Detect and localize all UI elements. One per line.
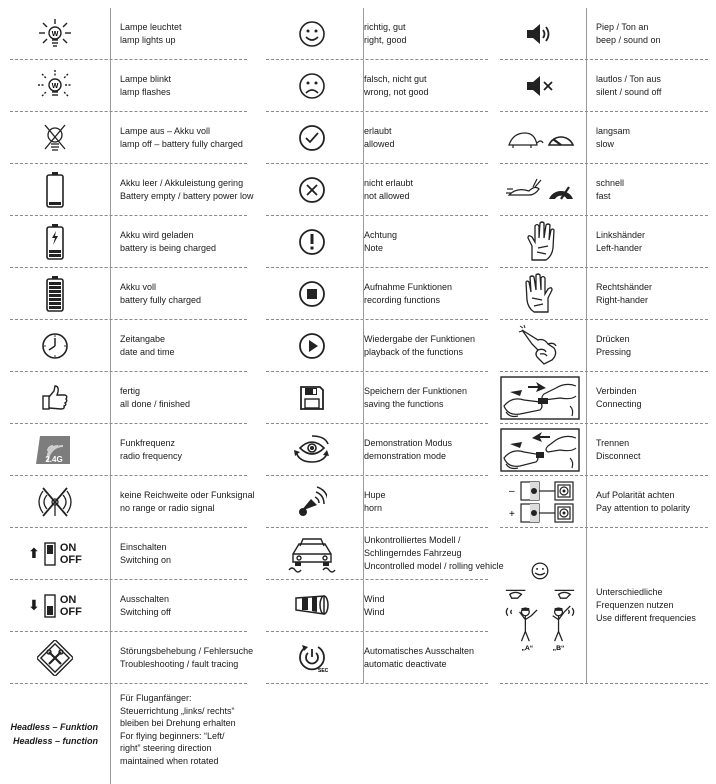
battery-empty-icon — [10, 164, 100, 215]
wind-de: Wind — [364, 593, 385, 604]
sound-on-en: beep / sound on — [596, 34, 661, 45]
legend-row-wind — [266, 580, 488, 632]
lamp-off-en: lamp off – battery fully charged — [120, 138, 243, 149]
switch-on-de: Einschalten — [120, 541, 167, 552]
frequencies-line: Frequenzen nutzen — [596, 600, 674, 610]
auto-off-icon — [266, 632, 358, 683]
arrow-up-icon: ⬆ — [28, 545, 40, 561]
connecting-de: Verbinden — [596, 385, 637, 396]
slow-en: slow — [596, 138, 615, 149]
legend-row-playback — [266, 320, 488, 372]
horn-icon — [266, 476, 358, 527]
legend-row-lamp-flashes — [10, 60, 247, 112]
lamp-flashes-de: Lampe blinkt — [120, 73, 172, 84]
radio-frequency-en: radio frequency — [120, 450, 183, 461]
switch-on-en: Switching on — [120, 554, 172, 565]
right-hand-icon — [500, 268, 580, 319]
right-good-de: richtig, gut — [364, 21, 406, 32]
radio-frequency-badge: 2.4G — [45, 454, 63, 464]
recording-de: Aufnahme Funktionen — [364, 281, 453, 292]
polarity-icon — [500, 476, 580, 527]
headless-label-de: Headless – Funktion — [10, 722, 98, 732]
lamp-off-icon — [10, 112, 100, 163]
arrow-down-icon: ⬇ — [28, 597, 40, 613]
clock-icon — [10, 320, 100, 371]
legend-row-fast — [500, 164, 708, 216]
column-1 — [10, 8, 255, 784]
legend-row-sound-on — [500, 8, 708, 60]
no-signal-icon — [10, 476, 100, 527]
legend-row-lamp-off — [10, 112, 247, 164]
disconnect-icon — [500, 424, 580, 475]
allowed-en: allowed — [364, 138, 395, 149]
legend-row-switch-off — [10, 580, 247, 632]
no-signal-de: keine Reichweite oder Funksignal — [120, 489, 255, 500]
sound-off-de: lautlos / Ton aus — [596, 73, 661, 84]
legend-row-frequencies — [500, 528, 708, 684]
not-allowed-en: not allowed — [364, 190, 410, 201]
not-allowed-de: nicht erlaubt — [364, 177, 414, 188]
legend-row-wrong — [266, 60, 488, 112]
uncontrolled-de2: Schlingerndes Fahrzeug — [364, 548, 462, 558]
legend-row-auto-off — [266, 632, 488, 684]
legend-row-note — [266, 216, 488, 268]
no-signal-en: no range or radio signal — [120, 502, 215, 513]
uncontrolled-de: Unkontrolliertes Modell / — [364, 535, 461, 545]
play-icon — [266, 320, 358, 371]
legend-row-right-good — [266, 8, 488, 60]
legend-row-uncontrolled — [266, 528, 504, 580]
right-hander-en: Right-hander — [596, 294, 649, 305]
legend-row-lamp-lights — [10, 8, 247, 60]
wrong-en: wrong, not good — [364, 86, 429, 97]
legend-row-demonstration — [266, 424, 488, 476]
allowed-de: erlaubt — [364, 125, 392, 136]
legend-row-pressing — [500, 320, 708, 372]
check-circle-icon — [266, 112, 358, 163]
headless-line: For flying beginners: “Left/ — [120, 730, 225, 741]
legend-row-connecting — [500, 372, 708, 424]
frequencies-line: Unterschiedliche — [596, 587, 663, 597]
record-icon — [266, 268, 358, 319]
polarity-en: Pay attention to polarity — [596, 502, 691, 513]
legend-row-disconnect — [500, 424, 708, 476]
legend-row-headless — [10, 684, 247, 784]
pressing-en: Pressing — [596, 346, 632, 357]
lamp-off-de: Lampe aus – Akku voll — [120, 125, 211, 136]
legend-row-troubleshooting — [10, 632, 254, 684]
speaker-on-icon — [500, 8, 580, 59]
lamp-flashes-en: lamp flashes — [120, 86, 171, 97]
clock-en: date and time — [120, 346, 175, 357]
svg-text:–: – — [509, 485, 515, 497]
right-good-en: right, good — [364, 34, 407, 45]
sound-off-en: silent / sound off — [596, 86, 662, 97]
connecting-icon — [500, 372, 580, 423]
auto-off-en: automatic deactivate — [364, 658, 447, 669]
pressing-hand-icon — [500, 320, 580, 371]
headless-line: right” steering direction — [120, 743, 212, 753]
legend-row-clock — [10, 320, 247, 372]
playback-en: playback of the functions — [364, 346, 464, 357]
frequencies-line: Use different frequencies — [596, 613, 696, 623]
legend-row-saving — [266, 372, 488, 424]
legend-row-sound-off — [500, 60, 708, 112]
legend-row-polarity — [500, 476, 708, 528]
polarity-de: Auf Polarität achten — [596, 489, 675, 500]
legend-row-battery-charging — [10, 216, 247, 268]
smiley-sad-icon — [266, 60, 358, 111]
windsock-icon — [266, 580, 358, 631]
battery-charging-en: battery is being charged — [120, 242, 217, 253]
legend-row-allowed — [266, 112, 488, 164]
frequency-label-b: „B“ — [552, 644, 565, 652]
legend-row-radio-frequency — [10, 424, 247, 476]
legend-row-left-hander — [500, 216, 708, 268]
battery-charging-icon — [10, 216, 100, 267]
battery-full-de: Akku voll — [120, 281, 157, 292]
disconnect-en: Disconnect — [596, 450, 641, 461]
saving-de: Speichern der Funktionen — [364, 385, 468, 396]
saving-en: saving the functions — [364, 398, 444, 409]
headless-line: Für Fluganfänger: — [120, 693, 192, 703]
legend-row-battery-full — [10, 268, 247, 320]
troubleshooting-de: Störungsbehebung / Fehlersuche — [120, 645, 254, 656]
speaker-mute-icon — [500, 60, 580, 111]
svg-text:W: W — [51, 30, 59, 38]
battery-full-icon — [10, 268, 100, 319]
lamp-lights-icon — [10, 8, 100, 59]
headless-line: Steuerrichtung „links/ rechts“ — [120, 705, 235, 716]
fast-de: schnell — [596, 177, 625, 188]
right-hander-de: Rechtshänder — [596, 281, 653, 292]
legend-row-right-hander — [500, 268, 708, 320]
legend-row-thumbs-up — [10, 372, 247, 424]
off-label: OFF — [59, 553, 82, 566]
auto-off-badge: SEC — [318, 667, 328, 674]
troubleshooting-en: Troubleshooting / fault tracing — [120, 658, 239, 669]
radio-frequency-icon — [10, 424, 100, 475]
pressing-de: Drücken — [596, 333, 630, 344]
headless-label-en: Headless – function — [12, 736, 98, 746]
troubleshooting-icon — [10, 632, 100, 683]
battery-empty-en: Battery empty / battery power low — [120, 190, 254, 201]
on-label: ON — [59, 541, 77, 554]
fast-rabbit-icon — [500, 164, 580, 215]
svg-text:W: W — [51, 82, 59, 90]
recording-en: recording functions — [364, 294, 441, 305]
lamp-lights-en: lamp lights up — [120, 34, 176, 45]
connecting-en: Connecting — [596, 398, 642, 409]
slow-de: langsam — [596, 125, 631, 136]
switch-off-de: Ausschalten — [120, 593, 170, 604]
eye-rotate-icon — [266, 424, 358, 475]
wrong-de: falsch, nicht gut — [364, 73, 427, 84]
off-label: OFF — [59, 605, 82, 618]
battery-charging-de: Akku wird geladen — [120, 229, 194, 240]
battery-empty-de: Akku leer / Akkuleistung gering — [120, 177, 244, 188]
playback-de: Wiedergabe der Funktionen — [364, 333, 476, 344]
lamp-flashes-icon — [10, 60, 100, 111]
radio-frequency-de: Funkfrequenz — [120, 437, 176, 448]
uncontrolled-car-icon — [266, 528, 358, 579]
svg-text:+: + — [509, 508, 515, 520]
slow-turtle-icon — [500, 112, 580, 163]
on-label: ON — [59, 593, 77, 606]
left-hander-en: Left-hander — [596, 242, 643, 253]
note-de: Achtung — [364, 229, 398, 240]
cross-circle-icon — [266, 164, 358, 215]
thumbs-up-de: fertig — [120, 385, 141, 396]
fast-en: fast — [596, 190, 611, 201]
battery-full-en: battery fully charged — [120, 294, 202, 305]
horn-de: Hupe — [364, 489, 386, 500]
demonstration-en: demonstration mode — [364, 450, 447, 461]
switch-off-en: Switching off — [120, 606, 171, 617]
left-hander-de: Linkshänder — [596, 229, 646, 240]
clock-de: Zeitangabe — [120, 333, 166, 344]
note-en: Note — [364, 242, 384, 253]
different-frequencies-icon — [500, 528, 580, 683]
legend-row-no-signal — [10, 476, 255, 528]
thumbs-up-icon — [10, 372, 100, 423]
floppy-disk-icon — [266, 372, 358, 423]
switch-off-icon — [10, 580, 100, 631]
wind-en: Wind — [364, 606, 385, 617]
legend-row-battery-empty — [10, 164, 254, 216]
headless-line: maintained when rotated — [120, 755, 219, 766]
demonstration-de: Demonstration Modus — [364, 437, 453, 448]
switch-on-icon — [10, 528, 100, 579]
headless-line: bleiben bei Drehung erhalten — [120, 718, 236, 728]
legend-row-horn — [266, 476, 488, 528]
uncontrolled-en: Uncontrolled model / rolling vehicle — [364, 561, 504, 571]
auto-off-de: Automatisches Ausschalten — [364, 645, 475, 656]
legend-row-switch-on — [10, 528, 247, 580]
legend-row-recording — [266, 268, 488, 320]
legend-row-slow — [500, 112, 708, 164]
left-hand-icon — [500, 216, 580, 267]
exclamation-circle-icon — [266, 216, 358, 267]
legend-row-not-allowed — [266, 164, 488, 216]
column-3 — [500, 8, 708, 684]
frequency-label-a: „A“ — [521, 644, 534, 652]
thumbs-up-en: all done / finished — [120, 398, 191, 409]
column-2 — [266, 8, 504, 684]
headless-label — [10, 684, 98, 784]
sound-on-de: Piep / Ton an — [596, 21, 649, 32]
disconnect-de: Trennen — [596, 437, 630, 448]
horn-en: horn — [364, 502, 383, 513]
lamp-lights-de: Lampe leuchtet — [120, 21, 182, 32]
smiley-happy-icon — [266, 8, 358, 59]
